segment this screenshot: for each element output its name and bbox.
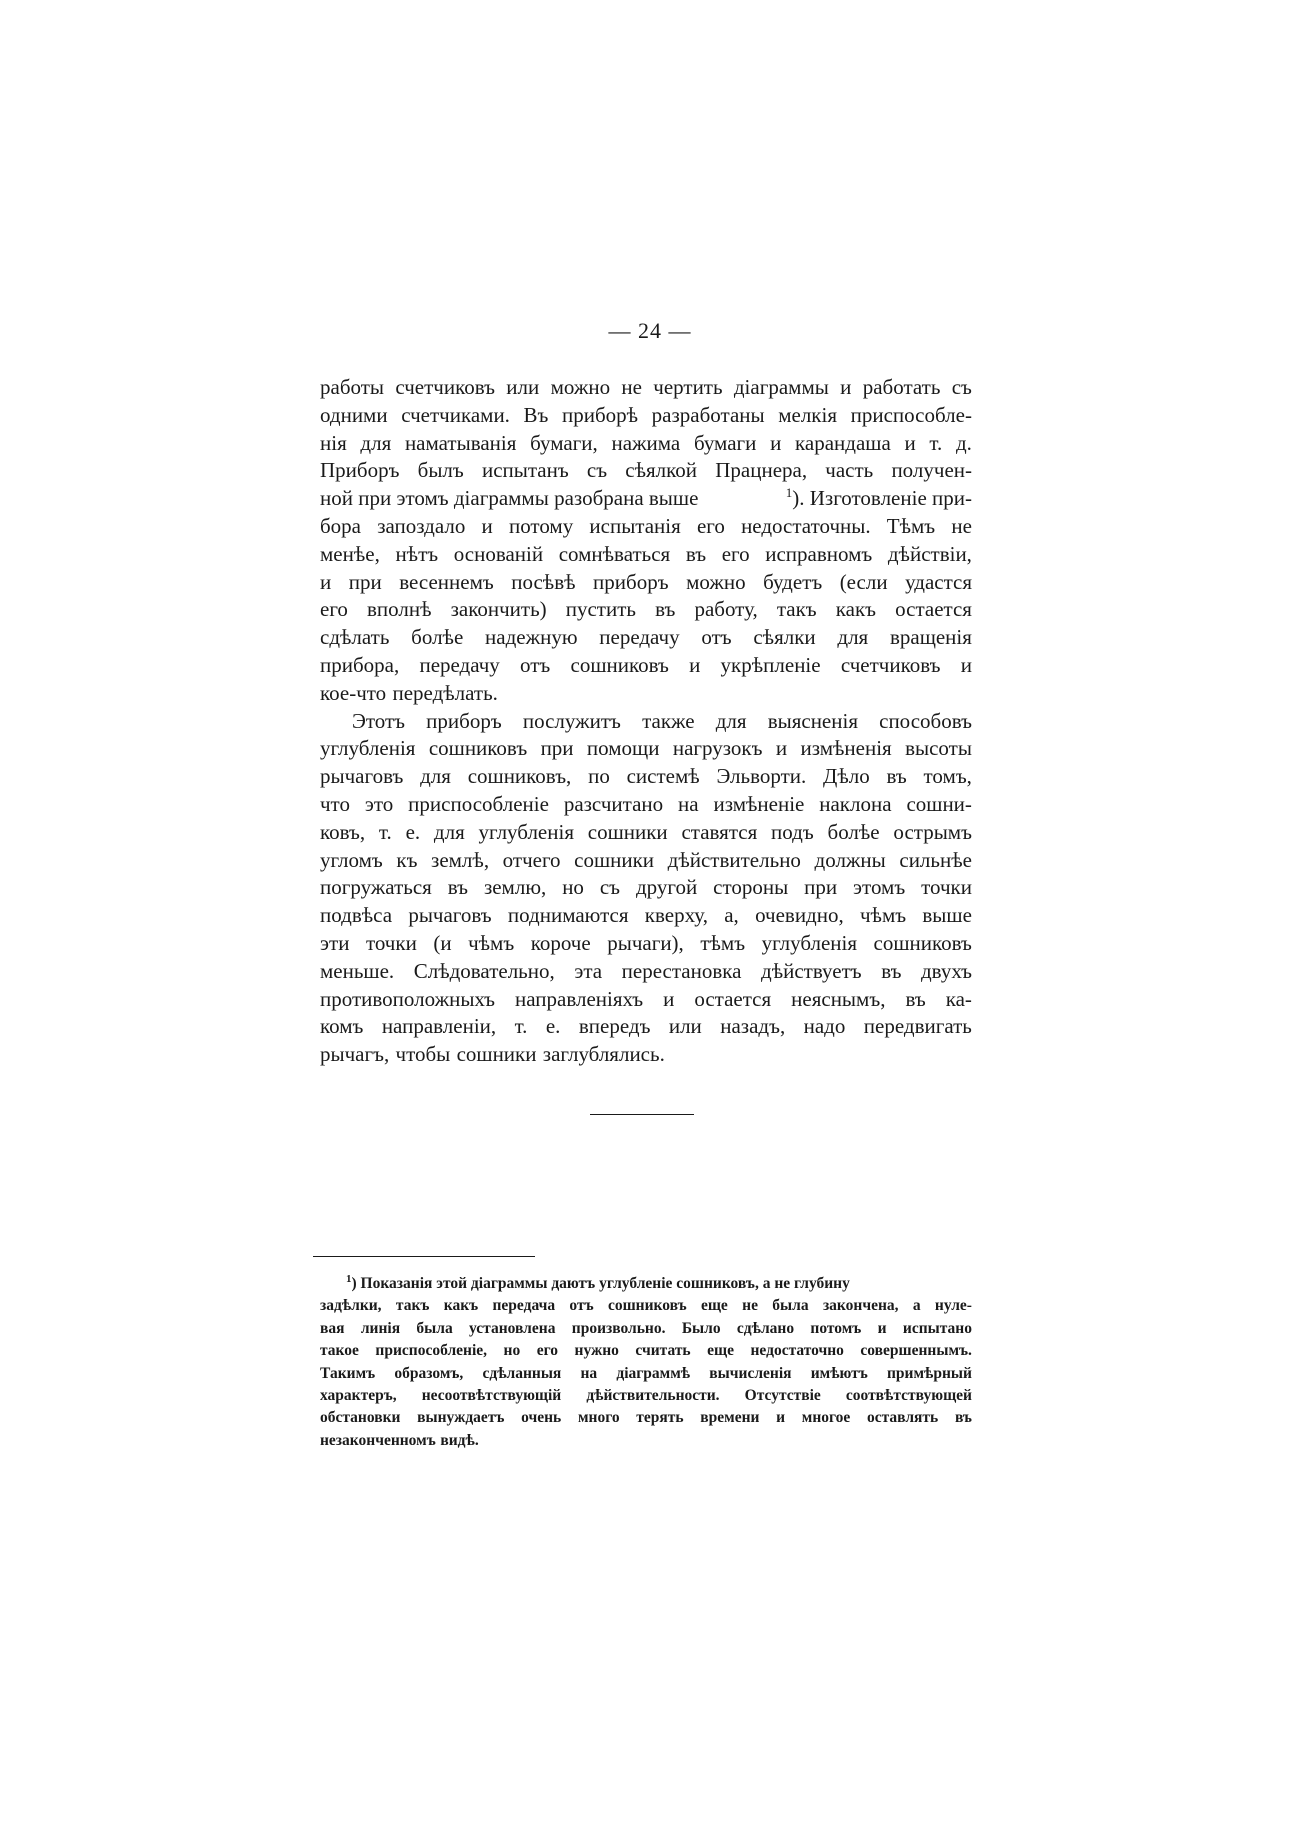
paragraph-2-line-7 bbox=[320, 874, 972, 902]
word: Дѣло bbox=[823, 764, 870, 789]
word: видѣ. bbox=[440, 1431, 479, 1449]
word: нужно bbox=[574, 1342, 619, 1360]
footnote-reference[interactable]: 1 bbox=[785, 485, 793, 501]
word: сошники bbox=[574, 847, 655, 872]
word: чѣмъ bbox=[468, 930, 515, 955]
word: такъ bbox=[395, 1297, 430, 1315]
word: такое bbox=[320, 1342, 359, 1360]
paragraph-1-line-6 bbox=[320, 513, 972, 541]
word: т. bbox=[514, 1014, 528, 1039]
word: оставлять bbox=[867, 1409, 939, 1427]
word: была bbox=[416, 1319, 453, 1337]
word: часть bbox=[825, 458, 874, 483]
word: (и bbox=[433, 930, 452, 955]
word: какъ bbox=[443, 1297, 479, 1315]
word: меньше. bbox=[320, 958, 395, 983]
word: стороны bbox=[713, 875, 789, 900]
word: сошни- bbox=[906, 791, 972, 816]
word: острымъ bbox=[893, 819, 972, 844]
word: для bbox=[420, 764, 451, 789]
word: измѣненія bbox=[800, 736, 892, 761]
word: на bbox=[580, 1364, 598, 1382]
word: въ bbox=[954, 1409, 972, 1427]
word: погружаться bbox=[320, 875, 432, 900]
word: вычисленія bbox=[709, 1364, 792, 1382]
word: испытанъ bbox=[481, 458, 569, 483]
word: сошниковъ bbox=[428, 736, 528, 761]
word: Такимъ bbox=[320, 1364, 376, 1382]
word: мелкія bbox=[778, 402, 838, 427]
word: углубленія bbox=[761, 930, 858, 955]
word: комъ bbox=[320, 1014, 364, 1039]
word: одними bbox=[320, 402, 388, 427]
word: перестановка bbox=[621, 958, 742, 983]
word: а bbox=[912, 1297, 921, 1315]
word: его bbox=[721, 541, 750, 566]
word: направленіяхъ bbox=[514, 986, 644, 1011]
word: надежную bbox=[485, 625, 578, 650]
word: направленіи, bbox=[381, 1014, 497, 1039]
word: въ bbox=[655, 597, 676, 622]
word: передача bbox=[492, 1297, 556, 1315]
paragraph-1-line-2 bbox=[320, 402, 972, 430]
word: дѣйствительно bbox=[667, 847, 801, 872]
word: испытанія bbox=[589, 513, 681, 538]
page-number: — 24 — bbox=[608, 318, 692, 343]
word: также bbox=[642, 708, 695, 733]
word: недостаточны. bbox=[741, 513, 871, 538]
word: нуле- bbox=[934, 1297, 972, 1315]
paragraph-2-line-4 bbox=[320, 791, 972, 819]
word: времени bbox=[700, 1409, 760, 1427]
word: наклона bbox=[819, 791, 892, 816]
word: произвольно. bbox=[571, 1319, 666, 1337]
word: болѣе bbox=[411, 625, 464, 650]
footnote-line-3 bbox=[320, 1318, 972, 1340]
paragraph-1-line-4 bbox=[320, 457, 972, 485]
word: его bbox=[320, 597, 348, 622]
footnote-line-6 bbox=[320, 1385, 972, 1407]
word: или bbox=[668, 1014, 702, 1039]
word: счетчиками. bbox=[401, 402, 510, 427]
word: потому bbox=[508, 513, 574, 538]
word: считать bbox=[635, 1342, 691, 1360]
word: е. bbox=[545, 1014, 561, 1039]
word: сдѣлать bbox=[320, 625, 390, 650]
word: это bbox=[364, 791, 394, 816]
word: въ bbox=[685, 541, 707, 566]
word: въ bbox=[447, 875, 469, 900]
word: и bbox=[960, 652, 972, 677]
word: недостаточно bbox=[750, 1342, 844, 1360]
paragraph-2-line-2 bbox=[320, 735, 972, 763]
paragraph-2-line-12 bbox=[320, 1013, 972, 1041]
word: счетчиковъ bbox=[395, 375, 495, 399]
word: разработаны bbox=[651, 402, 765, 427]
word: землѣ, bbox=[431, 847, 490, 872]
paragraph-1-line-9 bbox=[320, 596, 972, 624]
word: незаконченномъ bbox=[320, 1431, 436, 1449]
footnote bbox=[320, 1273, 972, 1452]
word: передачу bbox=[599, 625, 680, 650]
word: приборъ bbox=[426, 708, 502, 733]
word: выше bbox=[922, 903, 972, 928]
word: исправномъ bbox=[765, 541, 873, 566]
word: и bbox=[877, 1319, 887, 1337]
word: укрѣпленіе bbox=[720, 652, 821, 677]
word: назадъ, bbox=[720, 1014, 786, 1039]
word: рычаговъ bbox=[320, 764, 404, 789]
word: но bbox=[562, 875, 584, 900]
word: подвѣса bbox=[320, 903, 393, 928]
word: Приборъ bbox=[320, 458, 400, 483]
word: т. bbox=[378, 819, 392, 844]
word: сошники bbox=[587, 819, 668, 844]
word: Было bbox=[681, 1319, 721, 1337]
word: т. bbox=[929, 430, 943, 455]
word: счетчиковъ bbox=[840, 652, 941, 677]
word: такъ bbox=[776, 597, 817, 622]
word: испытано bbox=[902, 1319, 972, 1337]
word: отчего bbox=[502, 847, 561, 872]
word: пустить bbox=[565, 597, 636, 622]
word: съ bbox=[951, 375, 972, 399]
word: приспособленіе, bbox=[375, 1342, 488, 1360]
word: былъ bbox=[417, 458, 464, 483]
word: и bbox=[904, 430, 916, 455]
word: примѣрный bbox=[887, 1364, 972, 1382]
word: системѣ bbox=[626, 764, 700, 789]
footnote-line-7 bbox=[320, 1407, 972, 1429]
word: сошниковъ bbox=[570, 652, 669, 677]
word: чтобы bbox=[395, 1042, 451, 1067]
word: выясненія bbox=[767, 708, 858, 733]
paragraph-1-line-3 bbox=[320, 430, 972, 458]
word: е. bbox=[405, 819, 421, 844]
word: сошниковъ, bbox=[467, 764, 572, 789]
word: весеннемъ bbox=[399, 569, 494, 594]
section-end-divider bbox=[590, 1114, 694, 1115]
word: обстановки bbox=[320, 1409, 401, 1427]
word: прибора, bbox=[320, 652, 400, 677]
word: сошниковъ bbox=[607, 1297, 687, 1315]
word: Тѣмъ bbox=[886, 513, 936, 538]
word: приборѣ bbox=[562, 402, 639, 427]
word: нія bbox=[320, 430, 347, 455]
paragraph-2-line-1 bbox=[320, 708, 972, 736]
word: посѣвѣ bbox=[511, 569, 576, 594]
word: этомъ bbox=[853, 875, 906, 900]
word: приспособле- bbox=[850, 402, 972, 427]
word: другой bbox=[635, 875, 698, 900]
word: очевидно, bbox=[755, 903, 844, 928]
word: была bbox=[772, 1297, 809, 1315]
word: при bbox=[348, 569, 382, 594]
word: а, bbox=[724, 903, 739, 928]
word: установлена bbox=[469, 1319, 556, 1337]
footnote-line-8 bbox=[320, 1430, 972, 1452]
word: кое-что bbox=[320, 680, 387, 705]
word: углубленія bbox=[320, 736, 416, 761]
word: надо bbox=[803, 1014, 846, 1039]
word: противоположныхъ bbox=[320, 986, 495, 1011]
word: для bbox=[433, 819, 465, 844]
word: что bbox=[320, 791, 350, 816]
word: сомнѣваться bbox=[558, 541, 671, 566]
word: Отсутствіе bbox=[744, 1386, 821, 1404]
word: точки bbox=[921, 875, 972, 900]
word: еще bbox=[707, 1342, 734, 1360]
word: передвигать bbox=[863, 1014, 972, 1039]
word: рычагъ, bbox=[320, 1042, 390, 1067]
word: рычаги), bbox=[607, 930, 684, 955]
footnote-marker: 1 bbox=[346, 1272, 352, 1285]
word: рычаговъ bbox=[408, 903, 492, 928]
word: нажима bbox=[611, 430, 681, 455]
word: и bbox=[775, 736, 788, 761]
word: вращенія bbox=[889, 625, 972, 650]
paragraph-2-line-11 bbox=[320, 986, 972, 1014]
paragraph-2-line-3 bbox=[320, 763, 972, 791]
word: не bbox=[742, 1297, 758, 1315]
word: по bbox=[588, 764, 610, 789]
word: дѣйствуетъ bbox=[761, 958, 862, 983]
word: и bbox=[481, 513, 493, 538]
paragraph-1-line-7 bbox=[320, 541, 972, 569]
word: менѣе, bbox=[320, 541, 380, 566]
word: при bbox=[804, 875, 838, 900]
word: двухъ bbox=[921, 958, 972, 983]
word: вынуждаетъ bbox=[417, 1409, 505, 1427]
word: къ bbox=[396, 847, 418, 872]
word: чертить bbox=[653, 375, 723, 399]
word: діаграммы bbox=[733, 375, 829, 399]
word: но bbox=[503, 1342, 521, 1360]
word: карандаша bbox=[795, 430, 891, 455]
word: образомъ, bbox=[394, 1364, 464, 1382]
word: нагрузокъ bbox=[672, 736, 763, 761]
word: тѣмъ bbox=[700, 930, 746, 955]
footnote-line-4 bbox=[320, 1340, 972, 1362]
word: основаній bbox=[453, 541, 544, 566]
word: не bbox=[951, 513, 972, 538]
word: потомъ bbox=[810, 1319, 862, 1337]
word: линія bbox=[360, 1319, 401, 1337]
word: дѣйствительности. bbox=[586, 1386, 720, 1404]
footnote-divider bbox=[313, 1256, 535, 1257]
word: нѣтъ bbox=[395, 541, 439, 566]
word: способовъ bbox=[879, 708, 972, 733]
word: бумаги, bbox=[530, 430, 598, 455]
word: короче bbox=[530, 930, 591, 955]
word: задѣлки, bbox=[320, 1297, 382, 1315]
word: болѣе bbox=[827, 819, 880, 844]
word: работу, bbox=[694, 597, 758, 622]
word: Эльворти. bbox=[716, 764, 807, 789]
word: и bbox=[776, 1409, 786, 1427]
word: бумаги bbox=[693, 430, 757, 455]
word: совершеннымъ. bbox=[860, 1342, 972, 1360]
word: кверху, bbox=[644, 903, 708, 928]
word: должны bbox=[814, 847, 886, 872]
word: при bbox=[540, 736, 574, 761]
word: Працнера, bbox=[715, 458, 808, 483]
paragraph-1-line-5 bbox=[320, 485, 972, 513]
word: помощи bbox=[586, 736, 660, 761]
word: послужитъ bbox=[522, 708, 621, 733]
word: и bbox=[320, 569, 332, 594]
word: и bbox=[770, 430, 782, 455]
word: работы bbox=[320, 375, 385, 399]
word: землю, bbox=[483, 875, 547, 900]
word: и bbox=[663, 986, 675, 1011]
word: эта bbox=[574, 958, 603, 983]
word: бора bbox=[320, 513, 362, 538]
word: остается bbox=[694, 986, 772, 1011]
word: его bbox=[536, 1342, 559, 1360]
word: съ bbox=[586, 458, 608, 483]
word: въ bbox=[905, 986, 926, 1011]
word: вполнѣ bbox=[367, 597, 432, 622]
word: діаграммѣ bbox=[616, 1364, 691, 1382]
word: Въ bbox=[523, 402, 549, 427]
word: отъ bbox=[569, 1297, 594, 1315]
word: сдѣланныя bbox=[482, 1364, 562, 1382]
word: углубленія bbox=[478, 819, 574, 844]
word: приборъ bbox=[593, 569, 669, 594]
word: сѣялкой bbox=[625, 458, 698, 483]
word: передачу bbox=[419, 652, 500, 677]
word: ковъ, bbox=[320, 819, 366, 844]
word: въ bbox=[881, 958, 902, 983]
word: разсчитано bbox=[563, 791, 664, 816]
word: и bbox=[689, 652, 701, 677]
word: характеръ, bbox=[320, 1386, 397, 1404]
word: удастся bbox=[905, 569, 972, 594]
word: сошники bbox=[456, 1042, 537, 1067]
word: для bbox=[360, 430, 392, 455]
line-5-start: ной при этомъ діаграммы разобрана выше bbox=[320, 486, 699, 511]
word: на bbox=[678, 791, 699, 816]
word: соотвѣтствующей bbox=[845, 1386, 972, 1404]
word: Слѣдовательно, bbox=[413, 958, 555, 983]
word: остается bbox=[895, 597, 972, 622]
word: отъ bbox=[701, 625, 732, 650]
word: ставятся bbox=[681, 819, 758, 844]
word: (если bbox=[839, 569, 888, 594]
word: подъ bbox=[771, 819, 814, 844]
word: какъ bbox=[835, 597, 877, 622]
word: передѣлать. bbox=[392, 680, 498, 705]
paragraph-1-line-12 bbox=[320, 680, 972, 708]
word: его bbox=[696, 513, 725, 538]
word: имѣютъ bbox=[810, 1364, 868, 1382]
footnote-line-2 bbox=[320, 1295, 972, 1317]
word: несоотвѣтствующій bbox=[421, 1386, 562, 1404]
footnote-line-5 bbox=[320, 1363, 972, 1385]
word: съ bbox=[599, 875, 621, 900]
word: поднимаются bbox=[507, 903, 629, 928]
word: можно bbox=[550, 375, 611, 399]
word: закончена, bbox=[822, 1297, 899, 1315]
word: очень bbox=[521, 1409, 562, 1427]
word: томъ, bbox=[923, 764, 972, 789]
word: неяснымъ, bbox=[791, 986, 886, 1011]
word: сошниковъ bbox=[873, 930, 972, 955]
paragraph-2-line-10 bbox=[320, 958, 972, 986]
paragraph-1-line-10 bbox=[320, 624, 972, 652]
word: вая bbox=[320, 1319, 345, 1337]
paragraph-2-line-8 bbox=[320, 902, 972, 930]
word: и bbox=[840, 375, 852, 399]
word: заглублялись. bbox=[542, 1042, 665, 1067]
paragraph-2-line-13 bbox=[320, 1041, 972, 1069]
word: для bbox=[715, 708, 747, 733]
word: Этотъ bbox=[352, 708, 406, 733]
word: точки bbox=[365, 930, 417, 955]
word: д. bbox=[955, 430, 972, 455]
word: закончить) bbox=[450, 597, 547, 622]
footnote-line-1-text: $^1$) Показанія этой діаграммы даютъ углубленіе сошниковъ, а не глубину bbox=[346, 1272, 850, 1292]
word: сдѣлано bbox=[736, 1319, 795, 1337]
word: высоты bbox=[905, 736, 972, 761]
paragraph-1-line-11 bbox=[320, 652, 972, 680]
word: не bbox=[621, 375, 642, 399]
word: дѣйствіи, bbox=[887, 541, 972, 566]
word: будетъ bbox=[763, 569, 823, 594]
word: много bbox=[577, 1409, 620, 1427]
word: угломъ bbox=[320, 847, 383, 872]
paragraph-2-line-5 bbox=[320, 819, 972, 847]
paragraph-1-line-8 bbox=[320, 569, 972, 597]
line-5-end: $^1$). Изготовленіе при- bbox=[785, 485, 972, 511]
word: наматыванія bbox=[404, 430, 517, 455]
footnote-line-1 bbox=[320, 1273, 972, 1295]
word: измѣненіе bbox=[713, 791, 805, 816]
word: въ bbox=[886, 764, 907, 789]
word: многое bbox=[801, 1409, 851, 1427]
word: для bbox=[837, 625, 869, 650]
word: можно bbox=[686, 569, 746, 594]
word: отъ bbox=[520, 652, 551, 677]
main-text bbox=[320, 374, 972, 1069]
word: сѣялки bbox=[753, 625, 816, 650]
paragraph-2-line-9 bbox=[320, 930, 972, 958]
word: получен- bbox=[891, 458, 972, 483]
word: или bbox=[506, 375, 540, 399]
word: работать bbox=[862, 375, 941, 399]
word: запоздало bbox=[377, 513, 466, 538]
word: терять bbox=[636, 1409, 684, 1427]
word: сильнѣе bbox=[899, 847, 972, 872]
word: чѣмъ bbox=[860, 903, 907, 928]
paragraph-2-line-6 bbox=[320, 847, 972, 875]
word: впередъ bbox=[578, 1014, 651, 1039]
word: приспособленіе bbox=[408, 791, 549, 816]
word: еще bbox=[700, 1297, 728, 1315]
paragraph-1-line-1 bbox=[320, 374, 972, 402]
word: ка- bbox=[945, 986, 972, 1011]
word: эти bbox=[320, 930, 350, 955]
